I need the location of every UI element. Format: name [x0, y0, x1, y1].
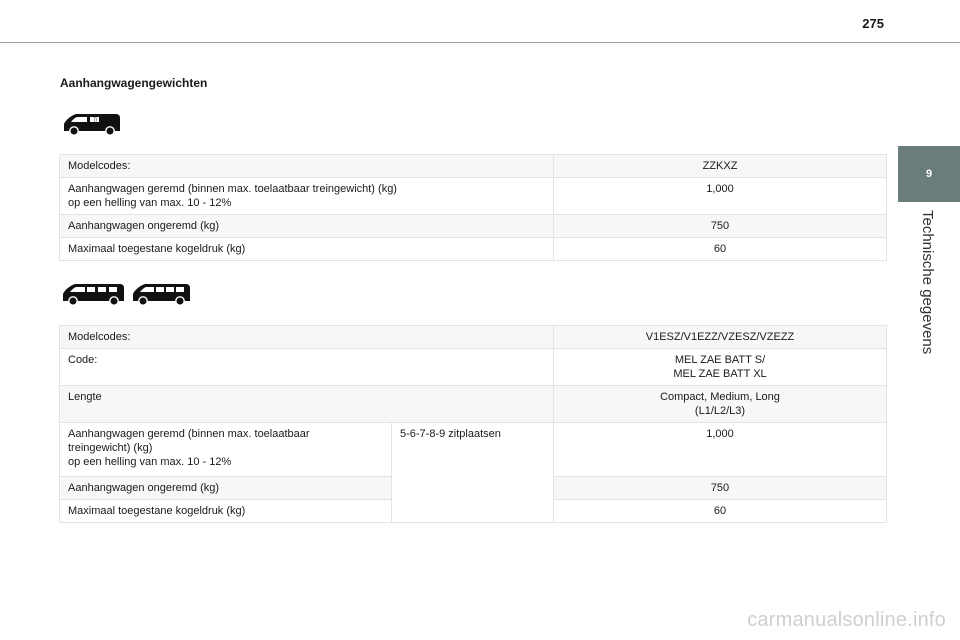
row-value-line: Compact, Medium, Long	[660, 391, 780, 403]
row-label-line: Aanhangwagen geremd (binnen max. toelaatbaar treingewicht) (kg)	[68, 183, 397, 195]
table-row	[60, 349, 887, 386]
van-icon	[130, 282, 192, 306]
row-value	[554, 386, 887, 423]
row-label: Modelcodes:	[60, 155, 554, 178]
table-row	[60, 238, 887, 261]
table-row	[60, 423, 887, 477]
table-row	[60, 155, 887, 178]
row-value-line: MEL ZAE BATT S/	[674, 354, 766, 366]
row-label-line: op een helling van max. 10 - 12%	[68, 197, 232, 209]
chapter-title-container	[898, 210, 960, 390]
row-label-line: Aanhangwagen geremd (binnen max. toelaatbaar	[68, 428, 310, 440]
section-heading: Aanhangwagengewichten	[60, 76, 208, 90]
row-label: Modelcodes:	[60, 326, 554, 349]
row-label: Code:	[60, 349, 554, 386]
trailer-weights-table-2	[59, 325, 887, 523]
chapter-tab[interactable]	[898, 146, 960, 202]
row-value	[554, 349, 887, 386]
row-label: Maximaal toegestane kogeldruk (kg)	[60, 500, 392, 523]
van-icon	[60, 112, 122, 136]
row-value: 750	[554, 477, 887, 500]
seats-cell: 5-6-7-8-9 zitplaatsen	[392, 423, 554, 523]
page-number: 275	[862, 16, 884, 31]
chapter-title: Technische gegevens	[919, 210, 936, 355]
trailer-weights-table-1	[59, 154, 887, 261]
row-label-line: op een helling van max. 10 - 12%	[68, 456, 232, 468]
row-label: Aanhangwagen ongeremd (kg)	[60, 477, 392, 500]
row-label: Aanhangwagen ongeremd (kg)	[60, 215, 554, 238]
table-row	[60, 326, 887, 349]
row-value: 750	[554, 215, 887, 238]
header-rule	[0, 42, 960, 43]
row-value: 1,000	[554, 178, 887, 215]
svg-text:7/: 7/	[93, 117, 98, 124]
row-value: 1,000	[554, 423, 887, 477]
row-label: Lengte	[60, 386, 554, 423]
table-row	[60, 215, 887, 238]
watermark: carmanualsonline.info	[747, 609, 946, 631]
van-icon	[60, 282, 126, 306]
table-row	[60, 386, 887, 423]
row-value: 60	[554, 500, 887, 523]
row-label-line: treingewicht) (kg)	[68, 442, 153, 454]
table-row	[60, 178, 887, 215]
row-value-line: MEL ZAE BATT XL	[673, 368, 767, 380]
row-value-line: (L1/L2/L3)	[694, 405, 746, 417]
row-label	[60, 423, 392, 477]
row-label: Maximaal toegestane kogeldruk (kg)	[60, 238, 554, 261]
row-value: ZZKXZ	[554, 155, 887, 178]
chapter-number: 9	[925, 168, 933, 180]
row-label	[60, 178, 554, 215]
row-value: 60	[554, 238, 887, 261]
row-value: V1ESZ/V1EZZ/VZESZ/VZEZZ	[554, 326, 887, 349]
